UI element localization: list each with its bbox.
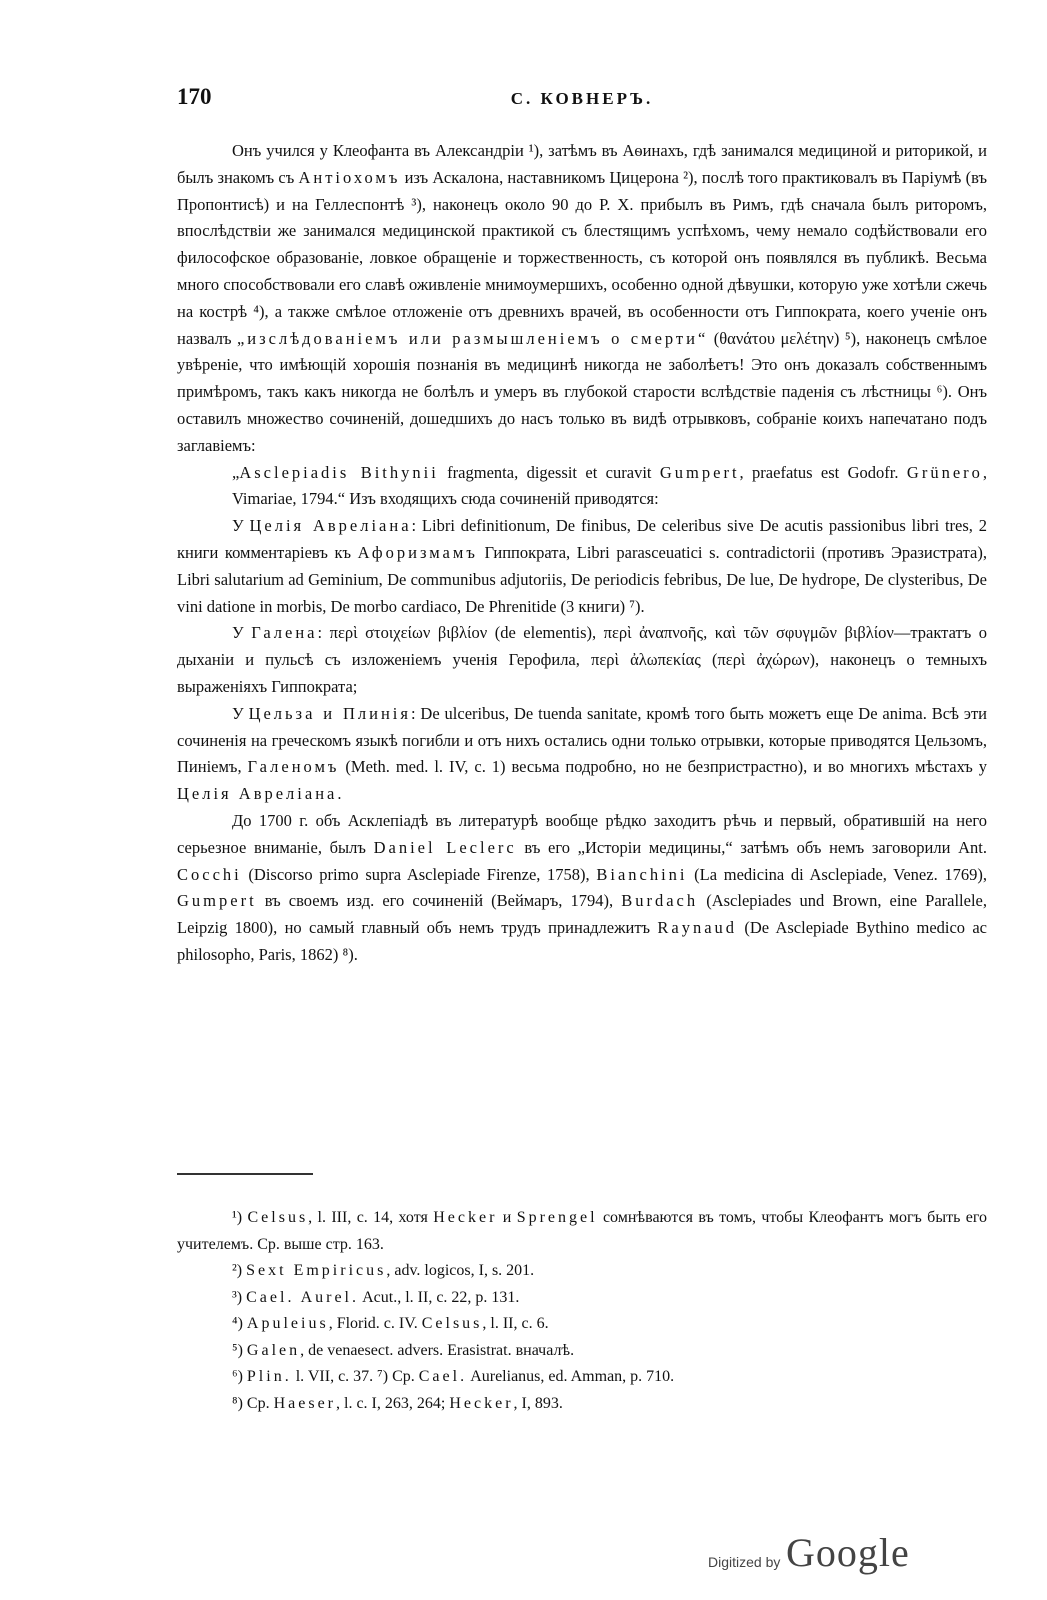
- body-text: [177, 138, 987, 969]
- text-run: , l. III, c. 14, хотя: [308, 1209, 434, 1226]
- spaced-text: Sprengel: [516, 1209, 598, 1226]
- paragraph: [177, 460, 987, 514]
- spaced-text: Sext Empiricus: [246, 1262, 387, 1279]
- text-run: , I, 893.: [513, 1394, 563, 1412]
- spaced-text: Plin.: [246, 1368, 292, 1385]
- text-run: .: [337, 784, 342, 804]
- paragraph: [177, 620, 987, 700]
- text-run: : De ulceribus, De tuenda sanitate, кромѣ того быть можетъ еще De anima. Всѣ эти сочиненія на греческомъ языкѣ погибли и отъ нихъ остались одни только отрывки, которые приводятся Цельзомъ, Пиніемъ,: [177, 703, 988, 777]
- footnote: [177, 1364, 987, 1391]
- text-run: , de venaesect. advers. Erasistrat. вначалѣ.: [300, 1341, 575, 1359]
- spaced-text: Grünero: [906, 462, 983, 482]
- spaced-text: Gumpert: [177, 891, 257, 911]
- text-run: ³): [232, 1288, 247, 1306]
- text-run: и: [497, 1209, 517, 1226]
- spaced-text: Hecker: [433, 1209, 498, 1226]
- paragraph: [177, 138, 987, 460]
- watermark-digitized-by: Digitized by: [708, 1554, 781, 1570]
- text-run: , Vimariae, 1794.“ Изъ входящихъ сюда сочиненій приводятся:: [232, 462, 988, 509]
- spaced-text: Asclepiadis Bithynii: [239, 462, 439, 482]
- page-header: [177, 84, 987, 118]
- spaced-text: Daniel Leclerc: [373, 837, 517, 857]
- spaced-text: Apuleius: [246, 1315, 329, 1332]
- google-watermark: [708, 1528, 948, 1576]
- text-run: ⁵): [232, 1341, 247, 1359]
- text-run: , adv. logicos, I, s. 201.: [386, 1262, 535, 1279]
- text-run: (La medicina di Asclepiade, Venez. 1769),: [687, 864, 987, 884]
- text-run: ⁶): [232, 1368, 247, 1385]
- text-run: (θανάτου μελέτην) ⁵), наконецъ смѣлое увѣреніе, что имѣющій хорошія познанія въ медицинѣ никогда не заболѣетъ! Это онъ доказалъ собственнымъ примѣромъ, такъ какъ никогда не болѣлъ и умеръ въ глубокой старости вслѣдствіе паденія съ лѣстницы ⁶). Онъ оставилъ множество сочиненій, дошедшихъ до насъ только въ видѣ отрывковъ, собраніе коихъ напечатано подъ заглавіемъ:: [177, 328, 988, 455]
- page-number: 170: [177, 84, 212, 109]
- spaced-text: Raynaud: [657, 918, 738, 938]
- spaced-text: Celsus: [247, 1209, 309, 1226]
- text-run: У: [232, 516, 250, 536]
- spaced-text: Антіохомъ: [298, 167, 401, 187]
- text-run: : περὶ στοιχείων βιβλίον (de elementis), περὶ ἀναπνοῆς, καὶ τῶν σφυγμῶν βιβλίον—трактатъ о дыханіи и пульсѣ съ изложеніемъ ученія Герофила, περὶ ἀλωπεκίας (περὶ ἀχώρων), наконецъ о темныхъ выраженіяхъ Гиппократа;: [177, 623, 987, 696]
- footnote: [177, 1338, 987, 1365]
- text-run: ⁸) Cp.: [232, 1394, 274, 1412]
- google-logo: Google: [786, 1530, 910, 1575]
- spaced-text: Афоризмамъ: [357, 542, 478, 562]
- footnote: [177, 1205, 987, 1258]
- text-run: , l. c. I, 263, 264;: [336, 1394, 450, 1412]
- footnote: [177, 1285, 987, 1312]
- text-run: „: [232, 462, 240, 482]
- spaced-text: Hecker: [449, 1394, 514, 1412]
- footnote: [177, 1391, 987, 1418]
- spaced-text: Galen: [246, 1341, 301, 1359]
- text-run: fragmenta, digessit et curavit: [438, 462, 660, 482]
- text-run: , praefatus est Godofr.: [739, 462, 907, 482]
- spaced-text: Целія Авреліана: [249, 516, 412, 536]
- text-run: У: [232, 703, 249, 723]
- text-run: l. VII, c. 37. ⁷) Cp.: [291, 1368, 419, 1385]
- text-run: (Meth. med. l. IV, c. 1) весьма подробно, но не безпристрастно), и во многихъ мѣстахъ у: [339, 757, 987, 777]
- spaced-text: Cael.: [418, 1368, 468, 1385]
- text-run: въ своемъ изд. его сочиненій (Веймаръ, 1794),: [256, 891, 622, 911]
- paragraph: [177, 808, 987, 969]
- spaced-text: Bianchini: [596, 864, 688, 884]
- text-run: До 1700 г. объ Асклепіадѣ въ литературѣ вообще рѣдко заходитъ рѣчь и первый, обратившій на него серьезное вниманіе, былъ: [177, 810, 987, 857]
- spaced-text: Celsus: [421, 1315, 483, 1332]
- text-run: въ его „Исторіи медицины,“ затѣмъ объ немъ заговорили Ant.: [516, 837, 987, 857]
- spaced-text: Галена: [251, 623, 318, 643]
- spaced-text: Цельза и Плинія: [248, 703, 411, 723]
- text-run: ²): [232, 1262, 247, 1279]
- text-run: Гиппократа, Libri parasceuatici s. contradictorii (противъ Эразистрата), Libri salutarium ad Geminium, De communibus adjutoriis, De periodicis febribus, De lue, De hydrope, De clysteribus, De vini datione in morbis, De morbo cardiaco, De Phrenitide (3 книги) ⁷).: [177, 542, 987, 616]
- spaced-text: Cael. Aurel.: [246, 1288, 359, 1306]
- text-run: (Discorso primo supra Asclepiade Firenze, 1758),: [241, 864, 597, 884]
- spaced-text: Cocchi: [177, 864, 242, 884]
- footnotes: [177, 1205, 987, 1417]
- footnote: [177, 1311, 987, 1338]
- paragraph: [177, 701, 987, 808]
- spaced-text: Gumpert: [659, 462, 740, 482]
- text-run: (Asclepiades und Brown, eine Parallele, Leipzig 1800), но самый главный объ немъ трудъ принадлежитъ: [177, 891, 987, 938]
- spaced-text: Галеномъ: [247, 757, 340, 777]
- footnote: [177, 1258, 987, 1285]
- text-run: (De Asclepiade Bythino medico ac philosopho, Paris, 1862) ⁸).: [177, 918, 987, 964]
- text-run: изъ Аскалона, наставникомъ Цицерона ²), послѣ того практиковалъ въ Паріумѣ (въ Пропонтисѣ) и на Геллеспонтѣ ³), наконецъ около 90 до Р. Х. прибылъ въ Римъ, гдѣ сначала былъ риторомъ, впослѣдствіи же занимался медицинской практикой съ блестящимъ успѣхомъ, чему немало содѣйствовали его философское образованіе, ловкое обращеніе и торжественность, съ которой онъ появлялся въ публикѣ. Весьма много способствовали его славѣ оживленіе мнимоумершихъ, особенно одной дѣвушки, которую уже хотѣли сжечь на кострѣ ⁴), а также смѣлое отложеніе отъ древнихъ врачей, въ особенности отъ Гиппократа, коего ученіе онъ назвалъ: [177, 167, 987, 348]
- spaced-text: Целія Авреліана: [177, 784, 338, 804]
- spaced-text: Haeser: [273, 1394, 336, 1412]
- text-run: ¹): [232, 1209, 248, 1226]
- spaced-text: Burdach: [621, 891, 699, 911]
- footnote-separator: [177, 1173, 313, 1175]
- text-run: Acut., l. II, c. 22, p. 131.: [359, 1288, 520, 1306]
- text-run: сомнѣваются въ томъ, чтобы Клеофантъ могъ быть его учителемъ. Ср. выше стр. 163.: [177, 1209, 987, 1253]
- text-run: , Florid. c. IV.: [328, 1315, 422, 1332]
- text-run: ⁴): [232, 1315, 247, 1332]
- text-run: , l. II, c. 6.: [482, 1315, 549, 1332]
- paragraph: [177, 513, 987, 620]
- spaced-text: „изслѣдованіемъ или размышленіемъ о смерти“: [236, 328, 709, 348]
- text-run: У: [232, 623, 252, 643]
- running-title: С. КОВНЕРЪ.: [510, 89, 654, 108]
- text-run: Онъ учился у Клеофанта въ Александріи ¹), затѣмъ въ Аѳинахъ, гдѣ занимался медициной и риторикой, и былъ знакомъ съ: [177, 141, 987, 187]
- text-run: : Libri definitionum, De finibus, De celeribus sive De acutis passionibus libri tres, 2 книги комментаріевъ къ: [177, 516, 987, 562]
- text-run: Aurelianus, ed. Amman, p. 710.: [467, 1368, 675, 1385]
